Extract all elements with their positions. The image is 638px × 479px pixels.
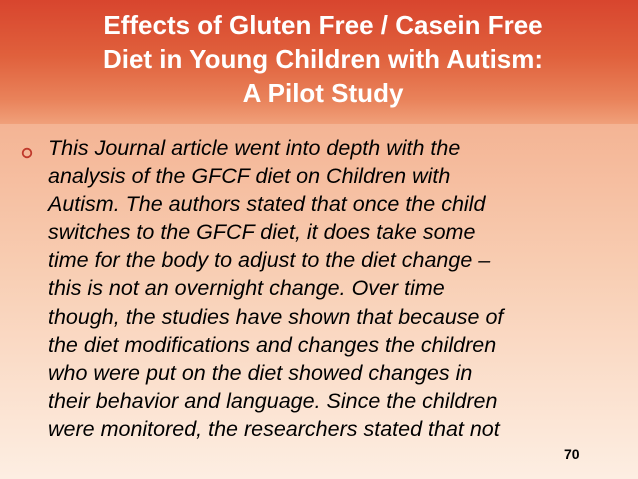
body-line: Autism. The authors stated that once the child bbox=[48, 192, 486, 217]
body-line: who were put on the diet showed changes in bbox=[48, 360, 473, 385]
body-line: though, the studies have shown that because of bbox=[48, 304, 504, 329]
body-line: were monitored, the researchers stated that not bbox=[48, 416, 500, 441]
page-number: 70 bbox=[564, 446, 580, 462]
body-line: their behavior and language. Since the children bbox=[48, 388, 498, 413]
body-line: switches to the GFCF diet, it does take some bbox=[48, 220, 476, 245]
body-line: time for the body to adjust to the diet change – bbox=[48, 248, 491, 273]
title-line: A Pilot Study bbox=[242, 78, 404, 108]
body-line: this is not an overnight change. Over time bbox=[48, 276, 445, 301]
bullet-paragraph bbox=[48, 134, 628, 443]
body-line: This Journal article went into depth with the bbox=[48, 136, 461, 160]
body-line: analysis of the GFCF diet on Children with bbox=[48, 164, 451, 189]
hollow-circle-bullet-icon bbox=[21, 147, 33, 159]
body-line: the diet modifications and changes the children bbox=[48, 332, 497, 357]
title-line: Diet in Young Children with Autism: bbox=[102, 44, 544, 74]
title-line: Effects of Gluten Free / Casein Free bbox=[103, 10, 543, 40]
slide-title bbox=[40, 8, 606, 110]
